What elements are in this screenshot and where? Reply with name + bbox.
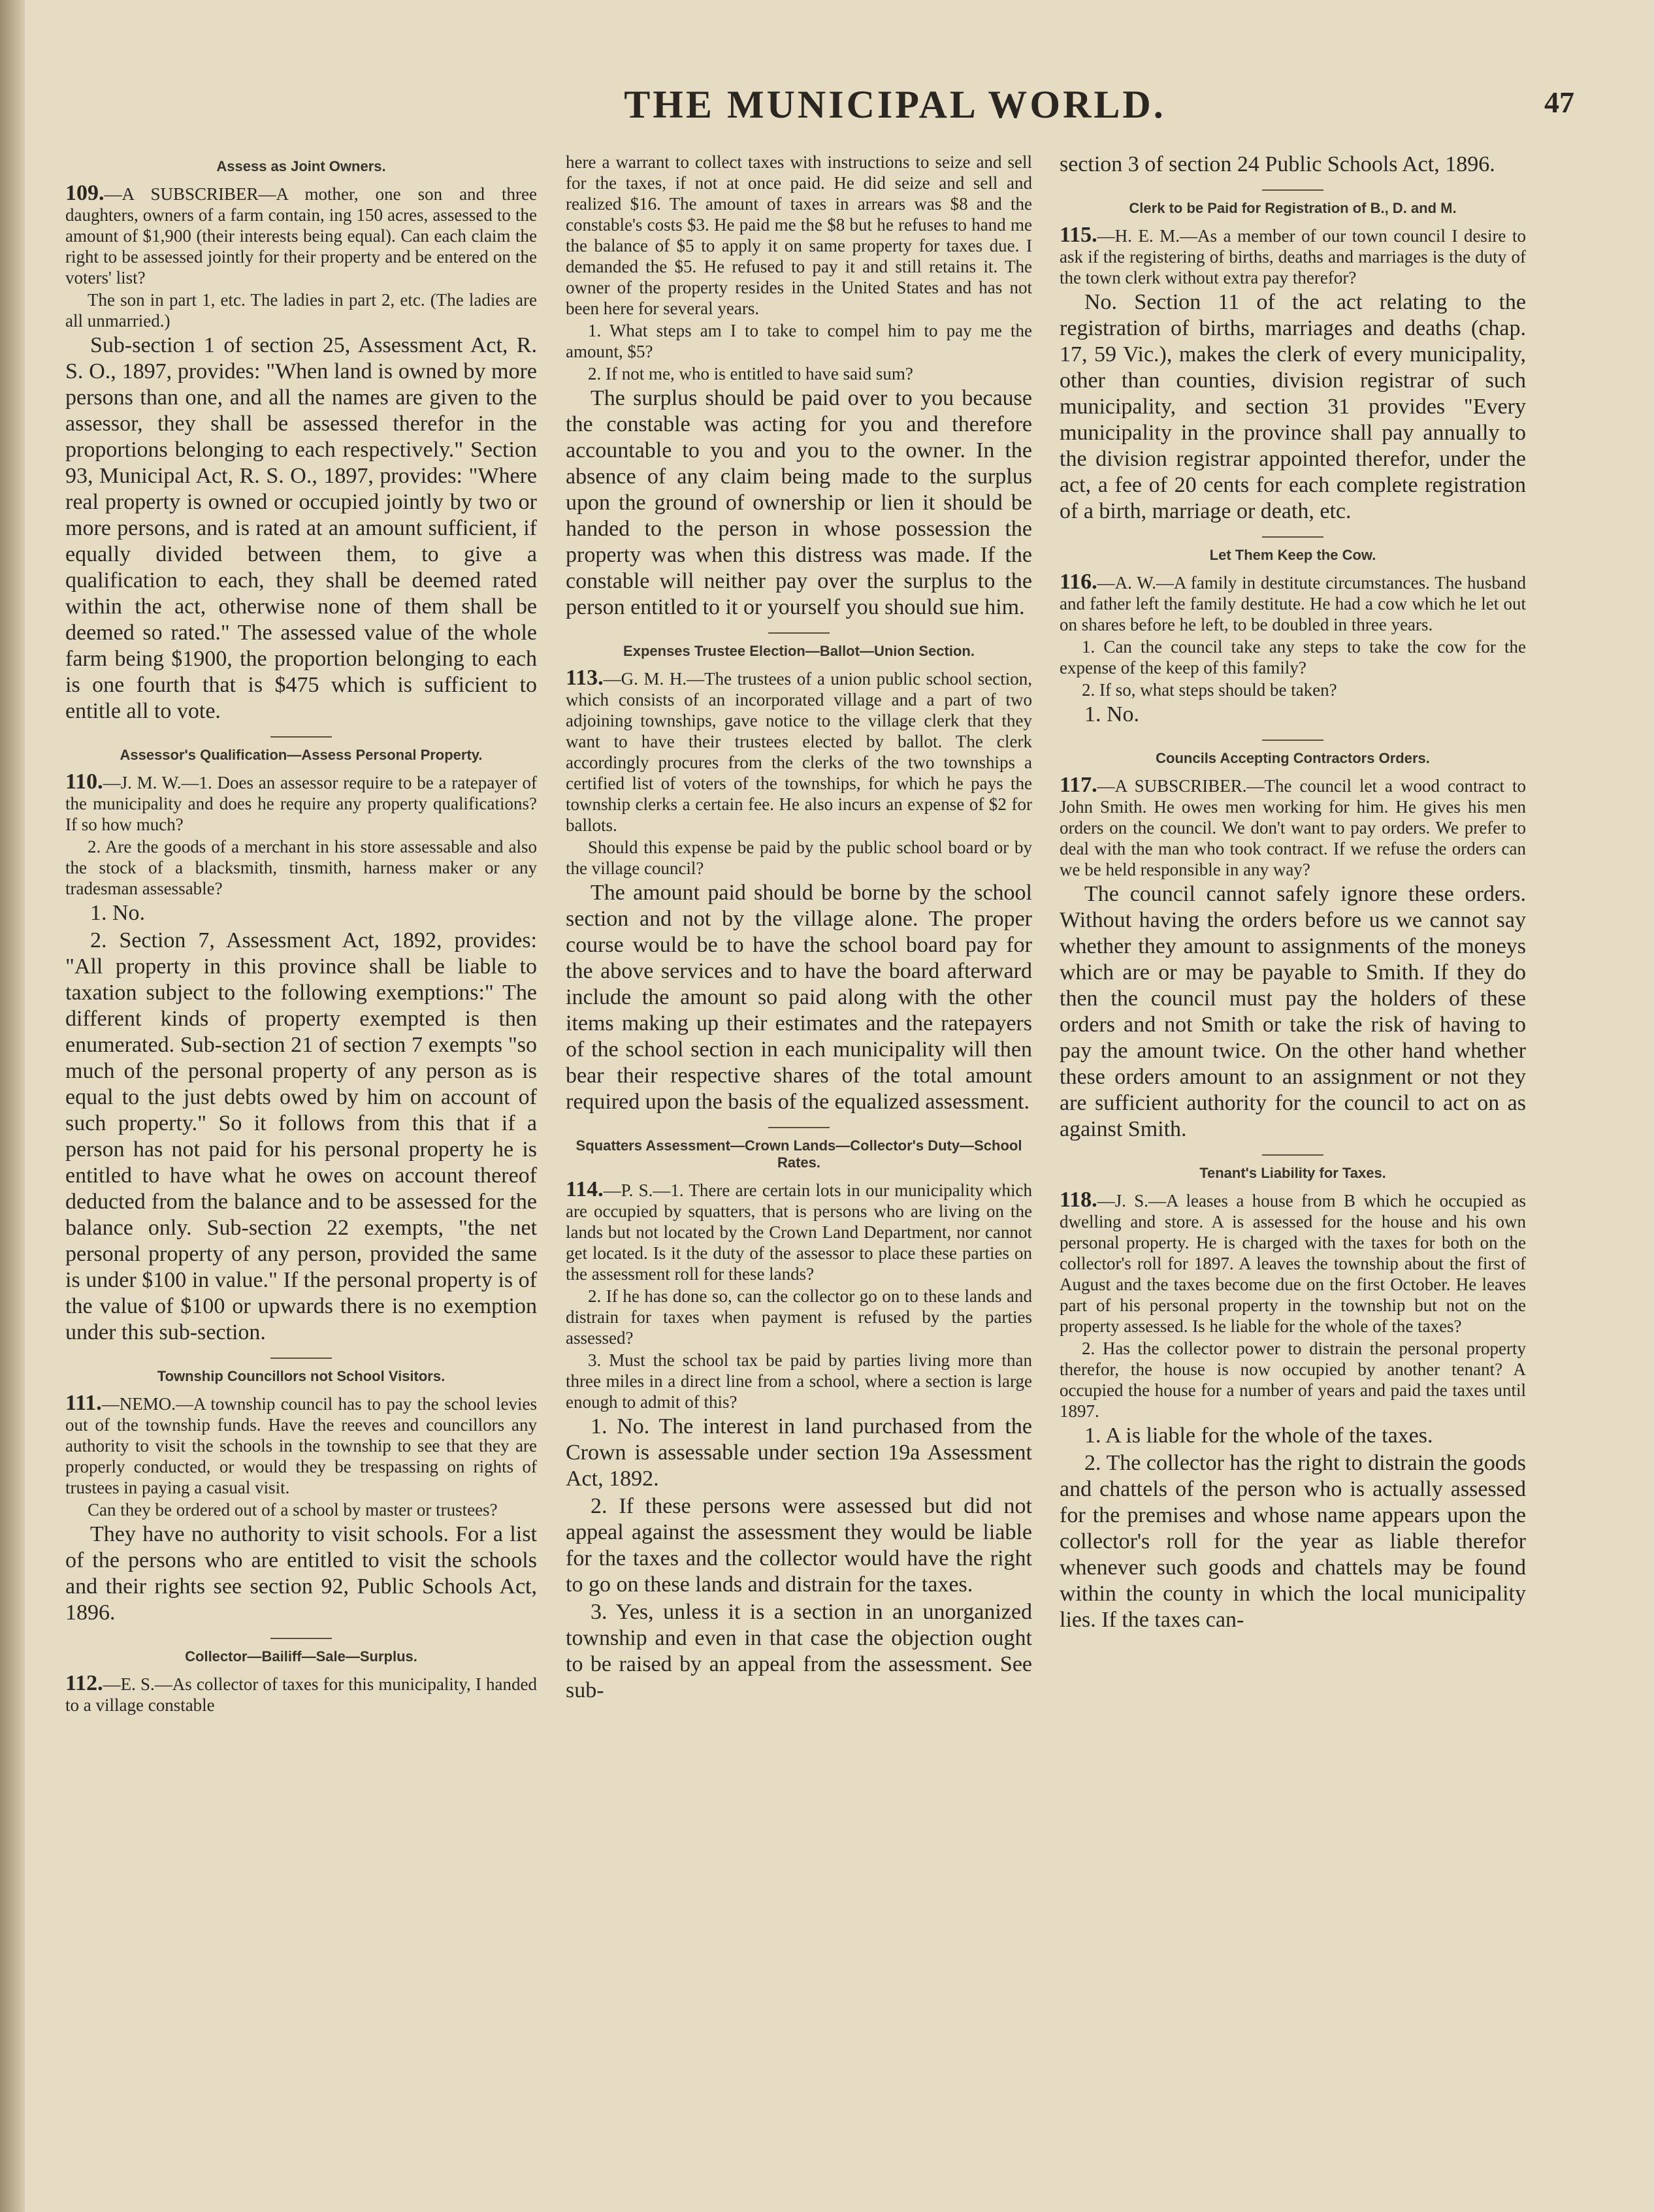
- section-divider: [270, 736, 332, 738]
- question-text: —NEMO.—A township council has to pay the school levies out of the township funds. Have the reeves and councillors any authority to visit the schools in the township to see that they are properly conducted, or would they be trespassing on rights of trustees in paying a casual visit.: [65, 1394, 537, 1497]
- answer-text: 3. Yes, unless it is a section in an unorganized township and even in that case the objection ought to be raised by an appeal from the assessment. See sub-: [566, 1600, 1032, 1702]
- question-number: 114.: [566, 1177, 604, 1201]
- answer-text: 1. No.: [90, 901, 146, 925]
- answer-text: The amount paid should be borne by the school section and not by the village alone. The proper course would be to have the school board pay for the above services and to have the board afterward include the amount so paid along with the other items making up their estimates and the ratepayers of the school section in each municipality will then bear their respective shares of the total amount required upon the basis of the equalized assessment.: [566, 881, 1032, 1114]
- question-number: 115.: [1060, 223, 1097, 247]
- question-115: [1060, 200, 1526, 525]
- column-2: [566, 152, 1032, 2190]
- section-heading: Tenant's Liability for Taxes.: [1199, 1165, 1386, 1181]
- section-heading: Clerk to be Paid for Registration of B., D. and M.: [1129, 200, 1457, 216]
- question-114: [566, 1137, 1032, 1704]
- question-text: 2. If not me, who is entitled to have said sum?: [588, 364, 913, 383]
- masthead-title: THE MUNICIPAL WORLD.: [624, 83, 1166, 126]
- question-text: 2. Has the collector power to distrain the personal property therefor, the house is now occupied by another tenant? A occupied the house for a number of years and paid the taxes until 1897.: [1060, 1339, 1526, 1421]
- section-heading: Expenses Trustee Election—Ballot—Union Section.: [623, 643, 975, 659]
- question-number: 112.: [65, 1671, 103, 1695]
- question-114-continued: [1060, 152, 1526, 178]
- question-117: [1060, 750, 1526, 1143]
- question-113: [566, 643, 1032, 1115]
- section-divider: [1262, 740, 1323, 741]
- question-text: The son in part 1, etc. The ladies in part 2, etc. (The ladies are all unmarried.): [65, 290, 537, 331]
- answer-text: The council cannot safely ignore these orders. Without having the orders before us we cannot say whether they amount to assignments of the moneys which are or may be payable to Smith. If they do then the council must pay the holders of these orders and not Smith or take the risk of having to pay the amount twice. On the other hand whether these orders amount to an assignment or not they are sufficient authority for the council to act on as against Smith.: [1060, 882, 1526, 1141]
- column-1: [65, 152, 537, 2190]
- section-heading: Assessor's Qualification—Assess Personal Property.: [120, 747, 483, 763]
- page-header: [98, 77, 1600, 136]
- section-divider: [1262, 536, 1323, 538]
- section-heading: Squatters Assessment—Crown Lands—Collector's Duty—School Rates.: [576, 1137, 1022, 1171]
- answer-text: 2. If these persons were assessed but did not appeal against the assessment they would be liable for the taxes and the collector would have the right to go on these lands and distrain for the taxes.: [566, 1494, 1032, 1597]
- question-110: [65, 747, 537, 1346]
- section-divider: [768, 1127, 830, 1128]
- question-text: here a warrant to collect taxes with instructions to seize and sell for the taxes, if not at once paid. He did seize and sell and realized $16. The amount of taxes in arrears was $8 and the constable's costs $3. He paid me the $8 but he refuses to hand me the balance of $5 to apply it on same property for taxes due. I demanded the $5. He refused to pay it and still retains it. The owner of the property resides in the United States and has not been here for several years.: [566, 152, 1032, 318]
- question-116: [1060, 547, 1526, 728]
- question-text: Can they be ordered out of a school by master or trustees?: [88, 1500, 498, 1520]
- answer-text: 2. The collector has the right to distrain the goods and chattels of the person who is actually assessed for the premises and whose name appears upon the collector's roll for the year as liable therefor whenever such goods and chattels may be found within the county in which the local municipality lies. If the taxes can-: [1060, 1451, 1526, 1632]
- section-heading: Councils Accepting Contractors Orders.: [1156, 750, 1430, 766]
- section-heading: Collector—Bailiff—Sale—Surplus.: [185, 1648, 417, 1665]
- question-text: —P. S.—1. There are certain lots in our municipality which are occupied by squatters, that is persons who are living on the lands but not located by the Crown Land Department, nor cannot get located. Is it the duty of the assessor to place these parties on the assessment roll for these lands?: [566, 1180, 1032, 1284]
- question-text: —E. S.—As collector of taxes for this municipality, I handed to a village constable: [65, 1674, 537, 1715]
- answer-text: 1. No. The interest in land purchased from the Crown is assessable under section 19a Assessment Act, 1892.: [566, 1414, 1032, 1491]
- question-text: —J. S.—A leases a house from B which he occupied as dwelling and store. A is assessed for the house and his own personal property. He is charged with the taxes for both on the collector's roll for 1897. A leaves the township about the first of August and the taxes become due on the first October. He leaves part of his personal property in the township but not on the property assessed. Is he liable for the whole of the taxes?: [1060, 1191, 1526, 1336]
- question-text: 2. Are the goods of a merchant in his store assessable and also the stock of a blacksmith, tinsmith, harness maker or any tradesman assessable?: [65, 837, 537, 898]
- section-divider: [1262, 1154, 1323, 1156]
- answer-text: They have no authority to visit schools. For a list of the persons who are entitled to visit the schools and their rights see section 92, Public Schools Act, 1896.: [65, 1522, 537, 1625]
- question-text: —G. M. H.—The trustees of a union public school section, which consists of an incorporated village and a part of two adjoining townships, gave notice to the village clerk that they want to have their trustees elected by ballot. The clerk accordingly procures from the clerks of the two townships a certified list of voters of the townships, for which he pays the township clerks a certain fee. He also incurs an expense of $2 for ballots.: [566, 669, 1032, 835]
- answer-text: 2. Section 7, Assessment Act, 1892, provides: "All property in this province shall be liable to taxation subject to the following exemptions:" The different kinds of property exempted is then enumerated. Sub-section 21 of section 7 exempts "so much of the personal property of any person as is equal to the just debts owed by him on account of such property." So it follows from this that if a person has not paid for his personal property he is entitled to have what he owes on account thereof deducted from the balance and to be assessed for the balance only. Sub-section 22 exempts, "the net personal property of any person, provided the same is under $100 in value." If the personal property is of the value of $100 or upwards there is no exemption under this sub-section.: [65, 928, 537, 1344]
- question-number: 109.: [65, 181, 105, 205]
- page-number: 47: [1544, 86, 1574, 119]
- question-number: 116.: [1060, 570, 1097, 594]
- question-text: 1. Can the council take any steps to take the cow for the expense of the keep of this family?: [1060, 637, 1526, 677]
- question-number: 118.: [1060, 1188, 1097, 1212]
- column-3: [1060, 152, 1526, 2190]
- answer-text: section 3 of section 24 Public Schools Act, 1896.: [1060, 152, 1495, 176]
- question-112-continued: [566, 152, 1032, 621]
- answer-text: The surplus should be paid over to you because the constable was acting for you and therefore accountable to you and you to the owner. In the absence of any claim being made to the surplus upon the ground of ownership or lien it should be handed to the person in whose possession the property was when this distress was made. If the constable will neither pay over the surplus to the person entitled to it or yourself you should sue him.: [566, 386, 1032, 619]
- question-text: 2. If so, what steps should be taken?: [1082, 680, 1337, 700]
- question-text: Should this expense be paid by the public school board or by the village council?: [566, 838, 1032, 878]
- question-number: 117.: [1060, 773, 1097, 797]
- question-number: 113.: [566, 666, 604, 690]
- question-text: 1. What steps am I to take to compel him to pay me the amount, $5?: [566, 321, 1032, 361]
- question-118: [1060, 1165, 1526, 1633]
- section-heading: Township Councillors not School Visitors.: [157, 1368, 446, 1384]
- question-112: [65, 1648, 537, 1716]
- question-text: 2. If he has done so, can the collector go on to these lands and distrain for taxes when payment is refused by the parties assessed?: [566, 1286, 1032, 1348]
- question-number: 110.: [65, 770, 103, 794]
- answer-text: 1. No.: [1084, 702, 1140, 726]
- binding-gutter: [0, 0, 25, 2212]
- answer-text: No. Section 11 of the act relating to the registration of births, marriages and deaths (chap. 17, 59 Vic.), makes the clerk of every municipality, other than counties, division registrar of such municipality, and section 31 provides "Every municipality in the province shall pay annually to the division registrar appointed therefor, under the act, a fee of 20 cents for each complete registration of a birth, marriage or death, etc.: [1060, 290, 1526, 523]
- question-111: [65, 1368, 537, 1626]
- question-text: —A. W.—A family in destitute circumstances. The husband and father left the family destitute. He had a cow which he let out on shares before he left, to be doubled in three years.: [1060, 573, 1526, 634]
- answer-text: Sub-section 1 of section 25, Assessment Act, R. S. O., 1897, provides: "When land is owned by more persons than one, and all the names are given to the assessor, they shall be assessed therefor in the proportions belonging to each respectively." Section 93, Municipal Act, R. S. O., 1897, provides: "Where real property is owned or occupied jointly by two or more persons, and is rated at an amount sufficient, if equally divided between them, to give a qualification to each, they shall be deemed rated within the act, otherwise none of them shall be deemed so rated." The assessed value of the whole farm being $1900, the proportion belonging to each is one fourth that is $475 which is sufficient to entitle all to vote.: [65, 333, 537, 723]
- question-text: —H. E. M.—As a member of our town council I desire to ask if the registering of births, deaths and marriages is the duty of the town clerk without extra pay therefor?: [1060, 226, 1526, 287]
- question-text: —J. M. W.—1. Does an assessor require to be a ratepayer of the municipality and does he require any property qualifications? If so how much?: [65, 773, 537, 834]
- section-divider: [270, 1638, 332, 1639]
- section-heading: Let Them Keep the Cow.: [1209, 547, 1376, 563]
- section-divider: [1262, 189, 1323, 191]
- section-heading: Assess as Joint Owners.: [216, 158, 386, 174]
- question-text: 3. Must the school tax be paid by parties living more than three miles in a direct line from a school, where a section is large enough to admit of this?: [566, 1350, 1032, 1412]
- section-divider: [270, 1358, 332, 1359]
- section-divider: [768, 632, 830, 634]
- question-number: 111.: [65, 1391, 102, 1415]
- question-text: —A SUBSCRIBER—A mother, one son and three daughters, owners of a farm contain, ing 150 acres, assessed to the amount of $1,900 (their interests being equal). Can each claim the right to be assessed jointly for their property and be entered on the voters' list?: [65, 184, 537, 287]
- question-109: [65, 158, 537, 724]
- question-text: —A SUBSCRIBER.—The council let a wood contract to John Smith. He owes men working for him. He gives his men orders on the council. We don't want to pay orders. We prefer to deal with the man who took contract. If we refuse the orders can we be held responsible in any way?: [1060, 776, 1526, 879]
- answer-text: 1. A is liable for the whole of the taxes.: [1084, 1423, 1433, 1448]
